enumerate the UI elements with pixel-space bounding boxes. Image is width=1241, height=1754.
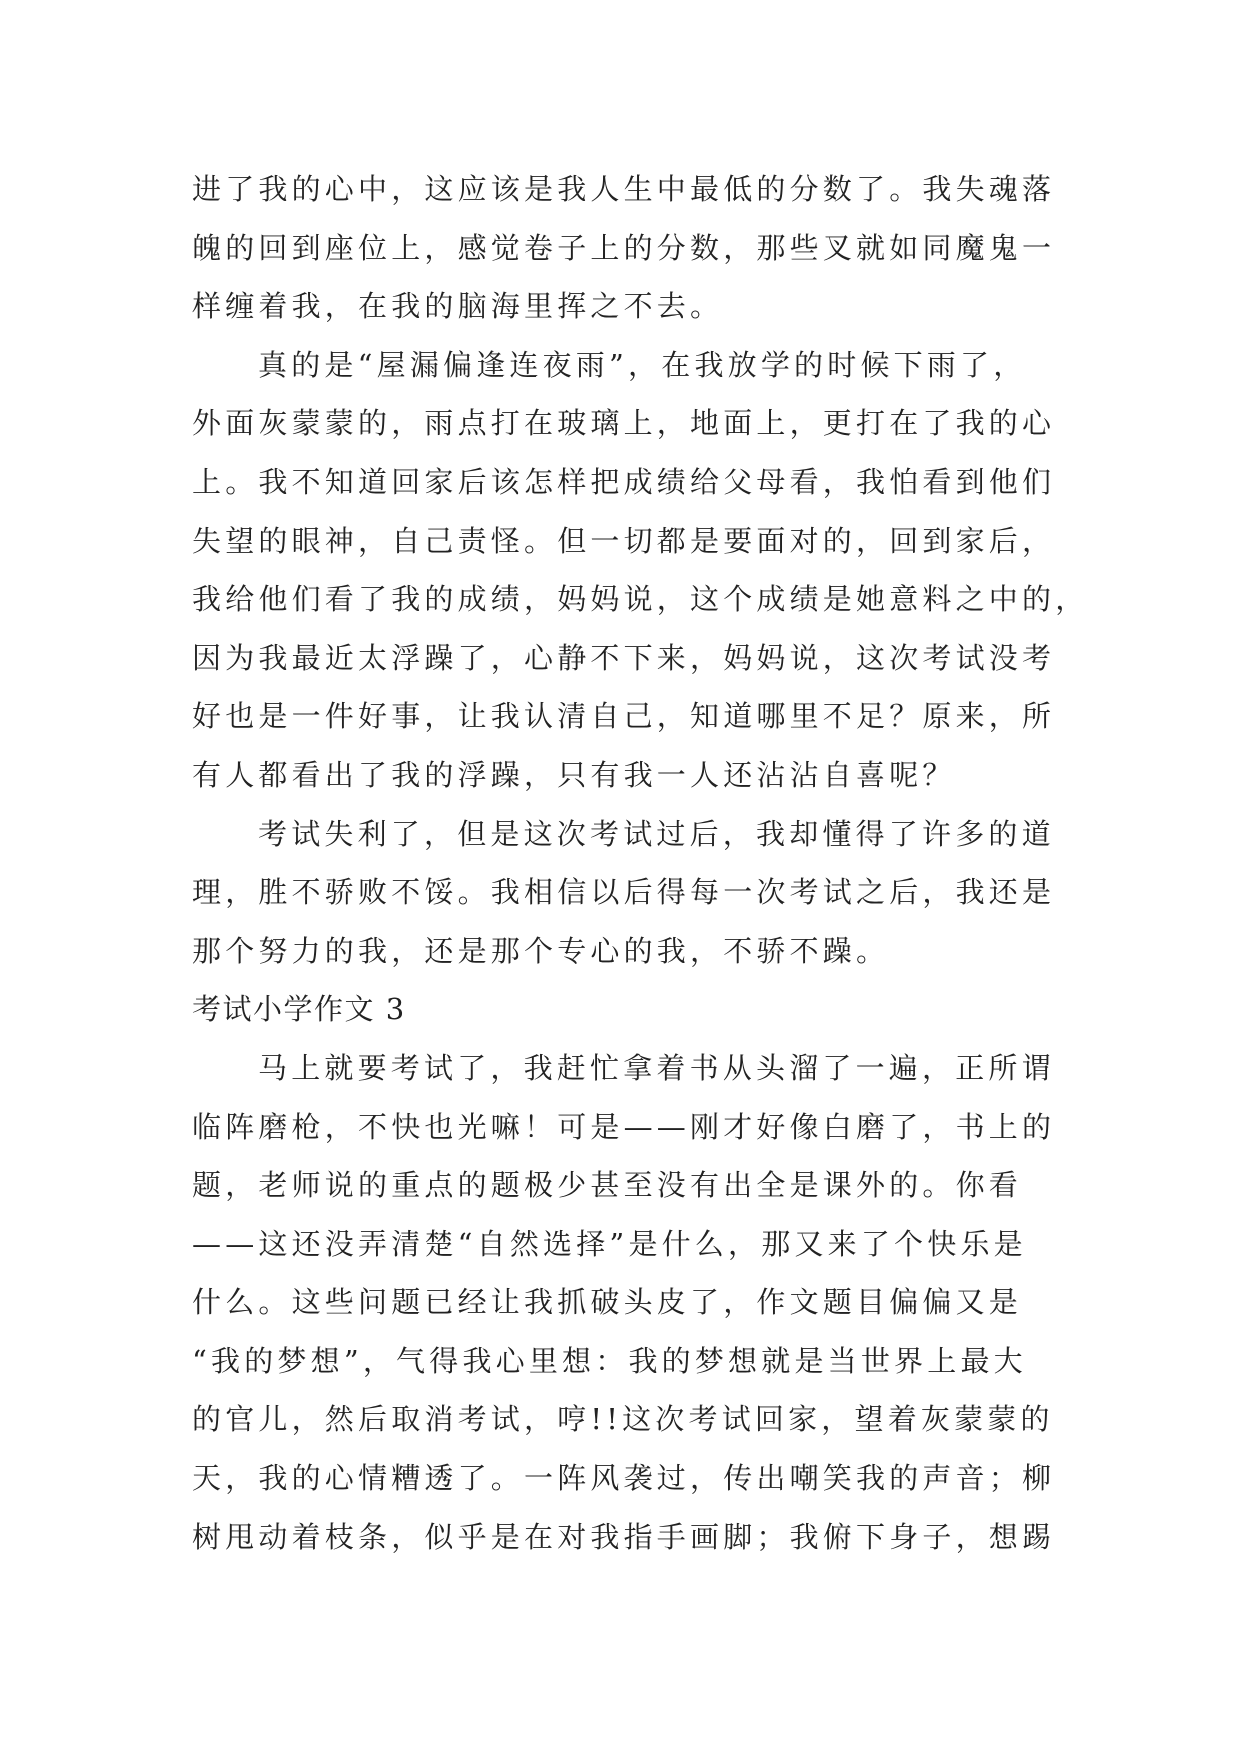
text-line: 天，我的心情糟透了。一阵风袭过，传出嘲笑我的声音；柳	[192, 1461, 1056, 1496]
text-line: 什么。这些问题已经让我抓破头皮了，作文题目偏偏又是	[192, 1285, 1023, 1320]
text-line: “我的梦想”，气得我心里想：我的梦想就是当世界上最大	[192, 1343, 1027, 1378]
section-heading: 考试小学作文 3	[192, 992, 406, 1027]
text-line: 失望的眼神，自己责怪。但一切都是要面对的，回到家后，	[192, 523, 1056, 558]
text-line: 那个努力的我，还是那个专心的我，不骄不躁。	[192, 933, 890, 968]
text-line: 进了我的心中，这应该是我人生中最低的分数了。我失魂落	[192, 172, 1056, 206]
text-line: 我给他们看了我的成绩，妈妈说，这个成绩是她意料之中的，	[192, 582, 1089, 617]
text-line: 考试失利了，但是这次考试过后，我却懂得了许多的道	[258, 816, 1055, 851]
document-body	[192, 160, 1089, 1566]
text-line: 好也是一件好事，让我认清自己，知道哪里不足？原来，所	[192, 699, 1056, 734]
text-line: ——这还没弄清楚“自然选择”是什么，那又来了个快乐是	[192, 1226, 1027, 1261]
text-line: 因为我最近太浮躁了，心静不下来，妈妈说，这次考试没考	[192, 640, 1056, 675]
text-line: 样缠着我，在我的脑海里挥之不去。	[192, 289, 724, 324]
text-line: 题，老师说的重点的题极少甚至没有出全是课外的。你看	[192, 1168, 1023, 1203]
text-line: 魄的回到座位上，感觉卷子上的分数，那些叉就如同魔鬼一	[192, 230, 1056, 265]
text-line: 马上就要考试了，我赶忙拿着书从头溜了一遍，正所谓	[258, 1050, 1055, 1085]
text-line: 真的是“屋漏偏逢连夜雨”，在我放学的时候下雨了，	[258, 347, 1027, 382]
text-line: 临阵磨枪，不快也光嘛！可是——刚才好像白磨了，书上的	[192, 1109, 1056, 1144]
text-line: 的官儿，然后取消考试，哼!!这次考试回家，望着灰蒙蒙的	[192, 1402, 1054, 1437]
text-line: 上。我不知道回家后该怎样把成绩给父母看，我怕看到他们	[192, 464, 1056, 499]
text-line: 理，胜不骄败不馁。我相信以后得每一次考试之后，我还是	[192, 875, 1056, 910]
text-line: 有人都看出了我的浮躁，只有我一人还沾沾自喜呢？	[192, 757, 956, 792]
text-line: 树甩动着枝条，似乎是在对我指手画脚；我俯下身子，想踢	[192, 1519, 1056, 1554]
text-line: 外面灰蒙蒙的，雨点打在玻璃上，地面上，更打在了我的心	[192, 406, 1056, 441]
